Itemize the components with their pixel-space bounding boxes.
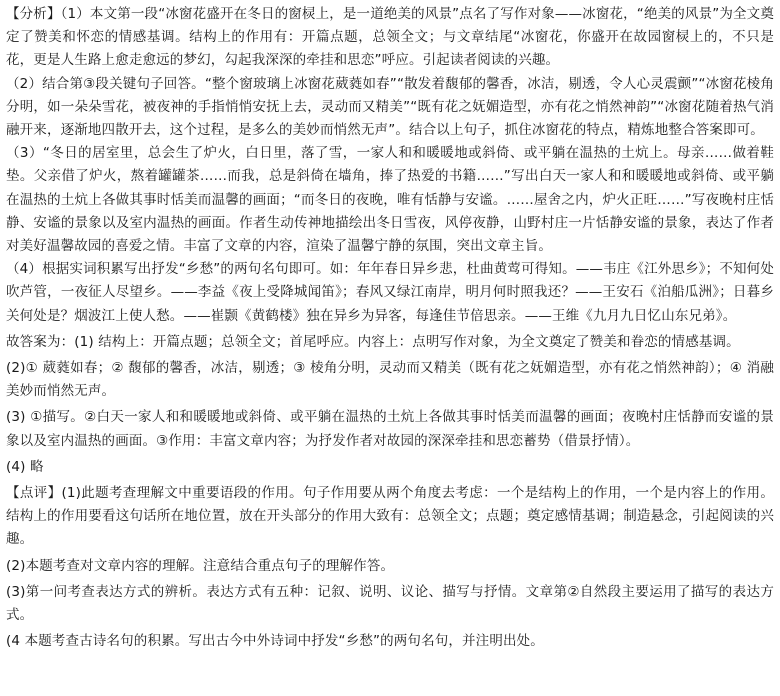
answer-q1: 故答案为：(1) 结构上：开篇点题；总领全文；首尾呼应。内容上：点明写作对象，为全文奠定了赞美和眷恋的情感基调。 xyxy=(6,333,740,350)
analysis-q3: （3）“冬日的居室里，总会生了炉火，白日里，落了雪，一家人和和暖暖地或斜倚、或平躺在温热的土炕上。母亲……做着鞋垫。父亲借了炉火，熬着罐罐茶……而我，总是斜倚在墙角，捧了热爱的书籍……”写出白天一家人和和暖暖地或斜倚、或平躺在温热的土炕上各做其事时恬美而温馨的画面；“而冬日的夜晚，唯有恬静与安谧。……屋舍之内，炉火正旺……”写夜晚村庄恬静、安谧的景象以及室内温热的画面。作者生动传神地描绘出冬日雪夜，风停夜静，山野村庄一片恬静安谧的景象，表达了作者对美好温馨故园的喜爱之情。丰富了文章的内容，渲染了温馨宁静的氛围，突出文章主旨。 xyxy=(6,145,774,255)
comment-q4: (4 本题考查古诗名句的积累。写出古今中外诗词中抒发“乡愁”的两句名句，并注明出处。 xyxy=(6,633,544,650)
answer-q3: (3) ①描写。②白天一家人和和暖暖地或斜倚、或平躺在温热的土炕上各做其事时恬美而温馨的画面；夜晚村庄恬静而安谧的景象以及室内温热的画面。③作用：丰富文章内容；为抒发作者对故园的深深牵挂和思恋蓄势（借景抒情）。 xyxy=(6,409,774,449)
analysis-q4: （4）根据实词积累写出抒发“乡愁”的两句名句即可。如：年年春日异乡悲，杜曲黄莺可得知。——韦庄《江外思乡》；不知何处吹芦管，一夜征人尽望乡。——李益《夜上受降城闻笛》；春风又绿江南岸，明月何时照我还？——王安石《泊船瓜洲》；日暮乡关何处是？烟波江上使人愁。——崔颢《黄鹤楼》独在异乡为异客，每逢佳节倍思亲。——王维《九月九日忆山东兄弟》。 xyxy=(6,261,774,324)
analysis-q2: （2）结合第③段关键句子回答。“整个窗玻璃上冰窗花葳蕤如春”“散发着馥郁的馨香，冰洁，剔透，令人心灵震颤”“冰窗花棱角分明，如一朵朵雪花，被夜神的手指悄悄安抚上去，灵动而又精美”“既有花之妩媚造型，亦有花之悄然神韵”“冰窗花随着热气消融开来，逐渐地四散开去，这个过程，是多么的美妙而悄然无声”。结合以上句子，抓住冰窗花的特点，精炼地整合答案即可。 xyxy=(6,75,774,139)
comment-q1: 【点评】(1)此题考查理解文中重要语段的作用。句子作用要从两个角度去考虑：一个是结构上的作用，一个是内容上的作用。结构上的作用要看这句话所在地位置，放在开头部分的作用大致有：总领全文；点题；奠定感情基调；制造悬念，引起阅读的兴趣。 xyxy=(6,485,774,548)
answer-q4: (4) 略 xyxy=(6,458,44,475)
analysis-q1: 【分析】（1）本文第一段“冰窗花盛开在冬日的窗棂上，是一道绝美的风景”点名了写作对象——冰窗花，“绝美的风景”为全文奠定了赞美和怀恋的情感基调。结构上的作用有：开篇点题，总领全文；与文章结尾“冰窗花，你盛开在故园窗棂上的，不只是花，更是人生路上愈走愈远的梦幻，勾起我深深的牵挂和思恋”呼应。引起读者阅读的兴趣。 xyxy=(6,6,774,69)
comment-q3: (3)第一问考查表达方式的辨析。表达方式有五种：记叙、说明、议论、描写与抒情。文章第②自然段主要运用了描写的表达方式。 xyxy=(6,583,774,624)
comment-q2: (2)本题考查对文章内容的理解。注意结合重点句子的理解作答。 xyxy=(6,557,395,574)
answer-q2: (2)① 葳蕤如春；② 馥郁的馨香，冰洁，剔透；③ 棱角分明，灵动而又精美（既有花之妩媚造型，亦有花之悄然神韵）；④ 消融美妙而悄然无声。 xyxy=(6,360,774,400)
